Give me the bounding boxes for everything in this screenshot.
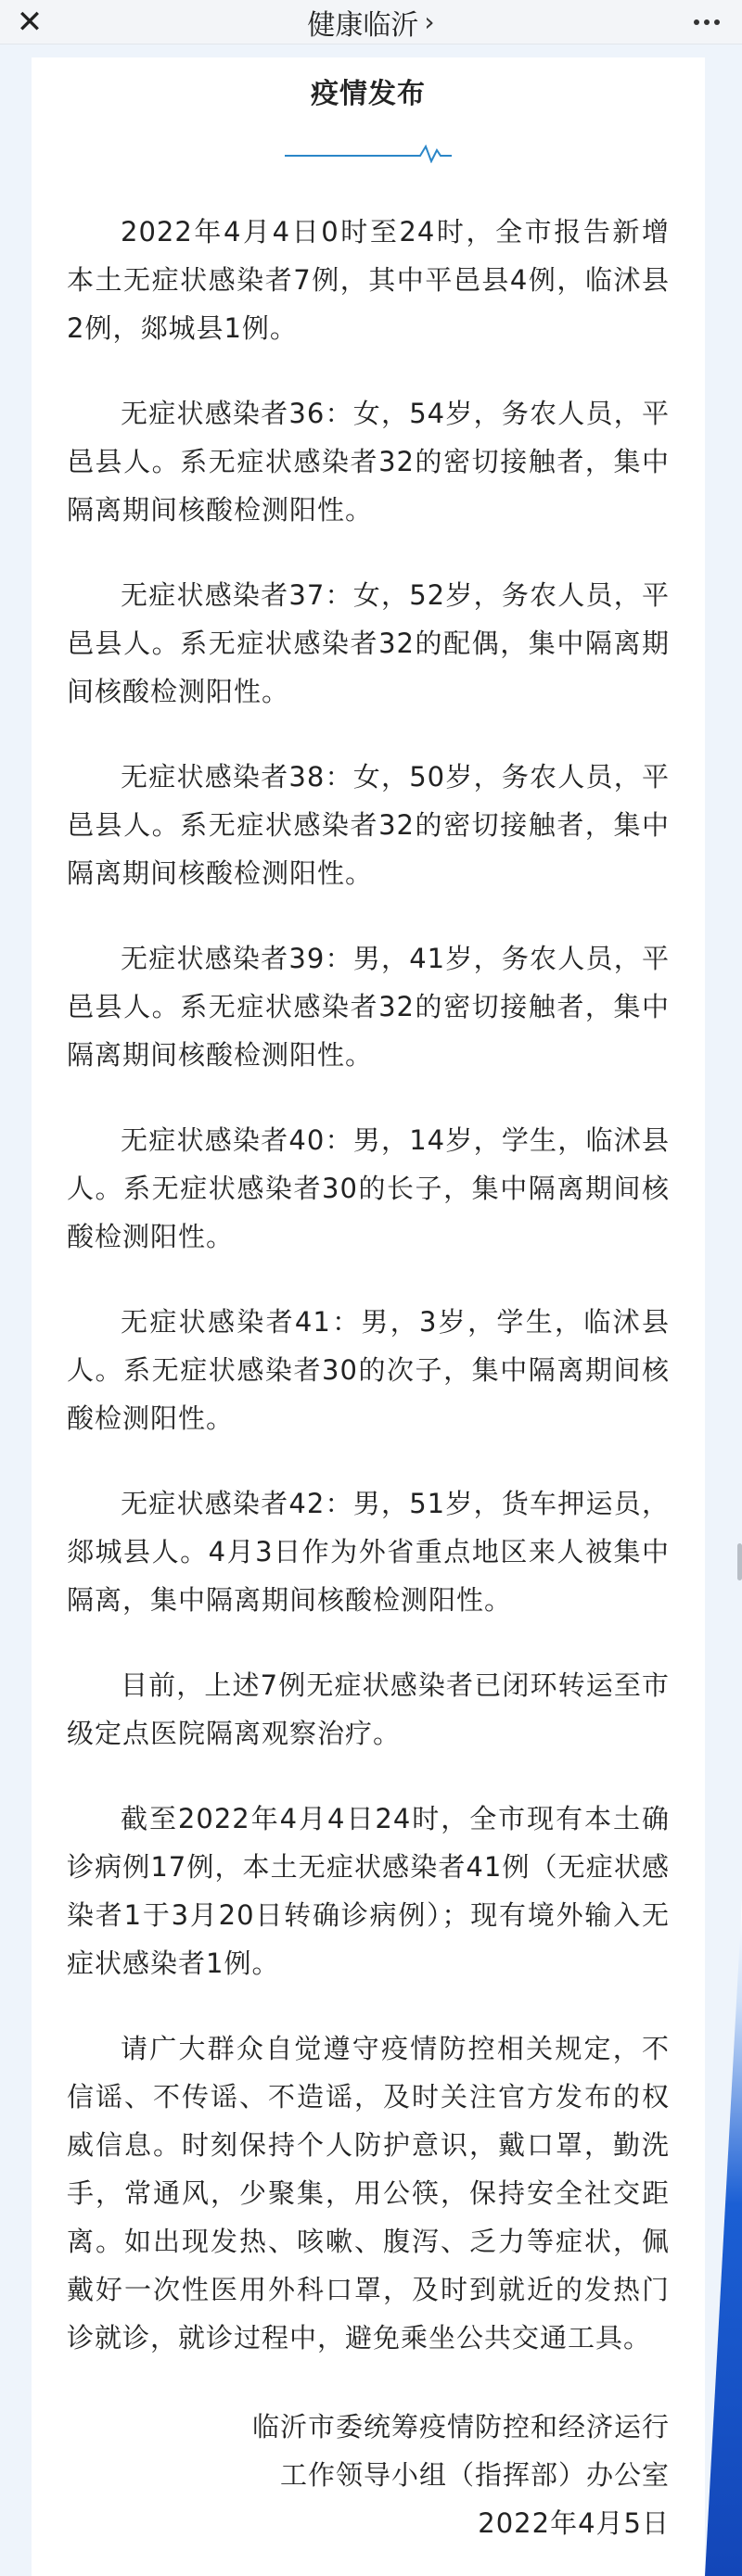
decorative-edge-accent	[705, 1900, 742, 2576]
signature-line-1: 临沂市委统筹疫情防控和经济运行	[251, 2411, 670, 2443]
paragraph-case-42: 无症状感染者42：男，51岁，货车押运员，郯城县人。4月3日作为外省重点地区来人被集中隔离，集中隔离期间核酸检测阳性。	[67, 1488, 670, 1616]
close-button[interactable]	[9, 0, 50, 44]
account-title-link[interactable]	[307, 2, 434, 43]
chevron-right-icon: ›	[424, 6, 435, 37]
scrollbar-thumb[interactable]	[737, 1543, 742, 1580]
signature-line-2: 工作领导小组（指挥部）办公室	[279, 2459, 670, 2491]
paragraph-advice: 请广大群众自觉遵守疫情防控相关规定，不信谣、不传谣、不造谣，及时关注官方发布的权威信息。时刻保持个人防护意识，戴口罩，勤洗手，常通风，少聚集，用公筷，保持安全社交距离。如出现发热、咳嗽、腹泻、乏力等症状，佩戴好一次性医用外科口罩，及时到就近的发热门诊就诊，就诊过程中，避免乘坐公共交通工具。	[67, 2033, 670, 2354]
more-icon	[694, 19, 699, 25]
paragraph-case-37: 无症状感染者37：女，52岁，务农人员，平邑县人。系无症状感染者32的配偶，集中隔离期间核酸检测阳性。	[67, 579, 670, 707]
signature-date: 2022年4月5日	[478, 2507, 670, 2539]
close-icon: ✕	[16, 4, 44, 41]
article-heading: 疫情发布	[311, 78, 426, 110]
paragraph-transfer: 目前，上述7例无症状感染者已闭环转运至市级定点医院隔离观察治疗。	[67, 1669, 670, 1749]
paragraph-case-36: 无症状感染者36：女，54岁，务农人员，平邑县人。系无症状感染者32的密切接触者，集中隔离期间核酸检测阳性。	[67, 398, 670, 526]
paragraph-totals: 截至2022年4月4日24时，全市现有本土确诊病例17例，本土无症状感染者41例（无症状感染者1于3月20日转确诊病例）；现有境外输入无症状感染者1例。	[67, 1803, 670, 1979]
more-button[interactable]	[688, 0, 725, 44]
paragraph-case-39: 无症状感染者39：男，41岁，务农人员，平邑县人。系无症状感染者32的密切接触者，集中隔离期间核酸检测阳性。	[67, 943, 670, 1071]
pulse-divider-icon	[285, 141, 452, 163]
paragraph-summary: 2022年4月4日0时至24时，全市报告新增本土无症状感染者7例，其中平邑县4例，临沭县2例，郯城县1例。	[67, 216, 670, 344]
account-name: 健康临沂	[307, 8, 419, 42]
paragraph-case-38: 无症状感染者38：女，50岁，务农人员，平邑县人。系无症状感染者32的密切接触者，集中隔离期间核酸检测阳性。	[67, 761, 670, 889]
top-nav-bar	[0, 0, 742, 44]
paragraph-case-41: 无症状感染者41：男，3岁，学生，临沭县人。系无症状感染者30的次子，集中隔离期间核酸检测阳性。	[67, 1306, 670, 1434]
paragraph-case-40: 无症状感染者40：男，14岁，学生，临沭县人。系无症状感染者30的长子，集中隔离期间核酸检测阳性。	[67, 1124, 670, 1252]
article-card	[32, 57, 705, 2576]
